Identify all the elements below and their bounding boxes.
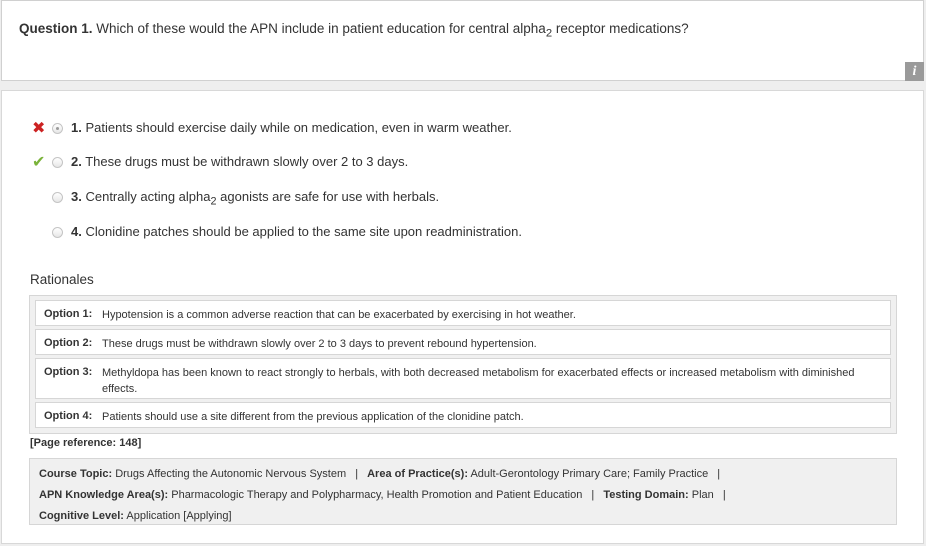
question-text: [19, 21, 689, 40]
page-reference: [Page reference: 148]: [30, 437, 142, 449]
knowledge-area-key: APN Knowledge Area(s):: [39, 489, 169, 501]
rationale-row: [35, 329, 891, 355]
option-label: Patients should exercise daily while on medication, even in warm weather.: [85, 120, 512, 135]
rationale-label: Option 2:: [44, 337, 93, 349]
metadata-line-1: [39, 464, 896, 485]
radio-option-1[interactable]: [52, 123, 63, 134]
option-3-text: [71, 189, 439, 208]
rationales-table: [29, 295, 897, 434]
cognitive-level-key: Cognitive Level:: [39, 510, 124, 522]
answer-option-4[interactable]: [2, 222, 602, 244]
rationale-text: These drugs must be withdrawn slowly over 2 to 3 days to prevent rebound hypertension.: [102, 338, 537, 350]
testing-domain-value: Plan: [691, 489, 714, 501]
info-bar: [1, 62, 924, 81]
rationale-text: Methyldopa has been known to react strongly to herbals, with both decreased metabolism for exacerbated effects or increased metabolism with diminished effects.: [102, 367, 855, 395]
separator: |: [355, 468, 359, 480]
radio-option-2[interactable]: [52, 157, 63, 168]
radio-option-3[interactable]: [52, 192, 63, 203]
option-label: Clonidine patches should be applied to the same site upon readministration.: [85, 224, 522, 239]
option-label: Centrally acting alpha: [85, 189, 211, 204]
knowledge-area-value: Pharmacologic Therapy and Polypharmacy, Health Promotion and Patient Education: [171, 489, 583, 501]
area-of-practice-key: Area of Practice(s):: [367, 468, 468, 480]
course-topic-value: Drugs Affecting the Autonomic Nervous System: [115, 468, 347, 480]
question-number: Question 1.: [19, 21, 93, 36]
rationale-row: [35, 402, 891, 428]
answer-option-3[interactable]: [2, 187, 602, 209]
separator: |: [717, 468, 721, 480]
rationale-label: Option 3:: [44, 366, 93, 378]
option-number: 4.: [71, 224, 82, 239]
testing-domain-key: Testing Domain:: [603, 489, 689, 501]
rationales-heading: Rationales: [30, 272, 94, 287]
question-stem-end: receptor medications?: [552, 21, 689, 36]
rationale-row: [35, 358, 891, 399]
option-label: These drugs must be withdrawn slowly over 2 to 3 days.: [85, 154, 409, 169]
radio-option-4[interactable]: [52, 227, 63, 238]
option-4-text: [71, 224, 522, 239]
question-metadata: [29, 458, 897, 525]
metadata-line-2: [39, 485, 896, 506]
answer-panel: [1, 90, 924, 544]
rationale-row: [35, 300, 891, 326]
option-2-text: [71, 154, 408, 169]
rationale-text: Hypotension is a common adverse reaction that can be exacerbated by exercising in hot weather.: [102, 309, 576, 321]
incorrect-x-icon: ✖: [32, 120, 46, 137]
answer-option-1[interactable]: [2, 118, 602, 140]
separator: |: [722, 489, 726, 501]
course-topic-key: Course Topic:: [39, 468, 113, 480]
info-icon[interactable]: i: [905, 62, 924, 81]
question-stem: Which of these would the APN include in patient education for central alpha: [96, 21, 546, 36]
answer-option-2[interactable]: [2, 152, 602, 174]
correct-check-icon: ✔: [32, 154, 46, 171]
cognitive-level-value: Application [Applying]: [126, 510, 232, 522]
option-number: 2.: [71, 154, 82, 169]
area-of-practice-value: Adult-Gerontology Primary Care; Family Practice: [470, 468, 709, 480]
rationale-label: Option 1:: [44, 308, 93, 320]
option-number: 3.: [71, 189, 82, 204]
rationale-text: Patients should use a site different from the previous application of the clonidine patch.: [102, 411, 524, 423]
option-subscript: 2: [210, 195, 217, 208]
metadata-line-3: [39, 506, 896, 527]
rationale-label: Option 4:: [44, 410, 93, 422]
option-label-end: agonists are safe for use with herbals.: [216, 189, 440, 204]
option-1-text: [71, 120, 512, 135]
question-subscript: 2: [545, 27, 553, 40]
separator: |: [591, 489, 595, 501]
option-number: 1.: [71, 120, 82, 135]
